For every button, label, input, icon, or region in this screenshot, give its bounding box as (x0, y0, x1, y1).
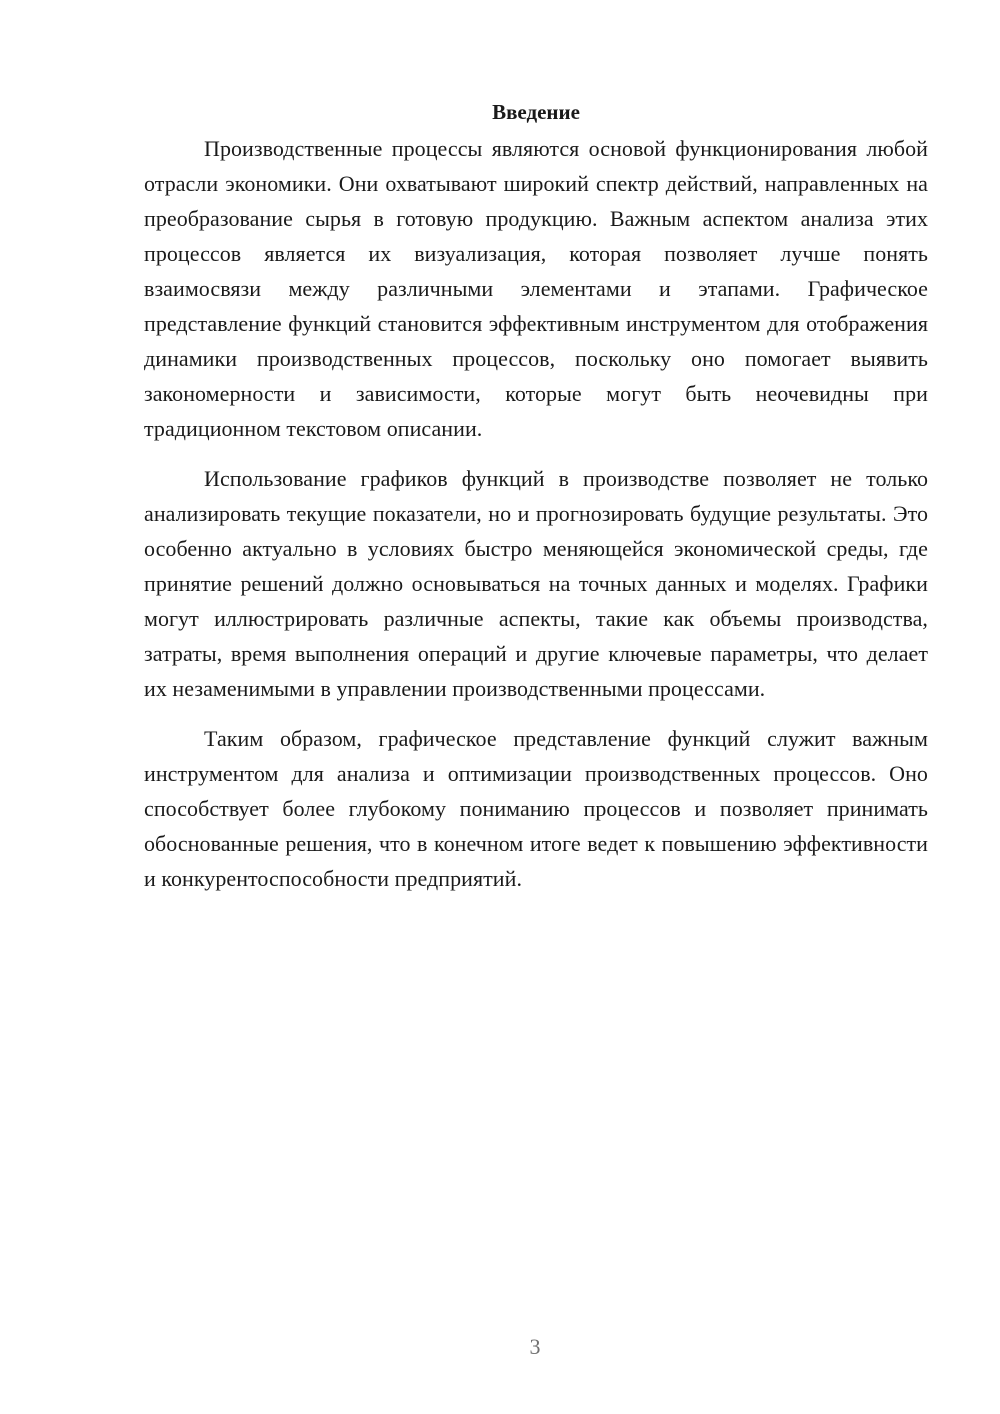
paragraph-3: Таким образом, графическое представление функций служит важным инструментом для анализа и оптимизации производственных процессов. Оно способствует более глубокому пониманию процессов и позволяет принимать обоснованные решения, что в конечном итоге ведет к повышению эффективности и конкурентоспособности предприятий. (144, 726, 928, 891)
paragraph-2: Использование графиков функций в производстве позволяет не только анализировать текущие показатели, но и прогнозировать будущие результаты. Это особенно актуально в условиях быстро меняющейся экономической среды, где принятие решений должно основываться на точных данных и моделях. Графики могут иллюстрировать различные аспекты, такие как объемы производства, затраты, время выполнения операций и другие ключевые параметры, что делает их незаменимыми в управлении производственными процессами. (144, 466, 928, 701)
page-content (144, 97, 928, 911)
section-heading: Введение (492, 100, 580, 124)
paragraph-1: Производственные процессы являются основой функционирования любой отрасли экономики. Они охватывают широкий спектр действий, направленных на преобразование сырья в готовую продукцию. Важным аспектом анализа этих процессов является их визуализация, которая позволяет лучше понять взаимосвязи между различными элементами и этапами. Графическое представление функций становится эффективным инструментом для отображения динамики производственных процессов, поскольку оно помогает выявить закономерности и зависимости, которые могут быть неочевидны при традиционном текстовом описании. (144, 136, 928, 441)
page-number: 3 (529, 1334, 541, 1359)
